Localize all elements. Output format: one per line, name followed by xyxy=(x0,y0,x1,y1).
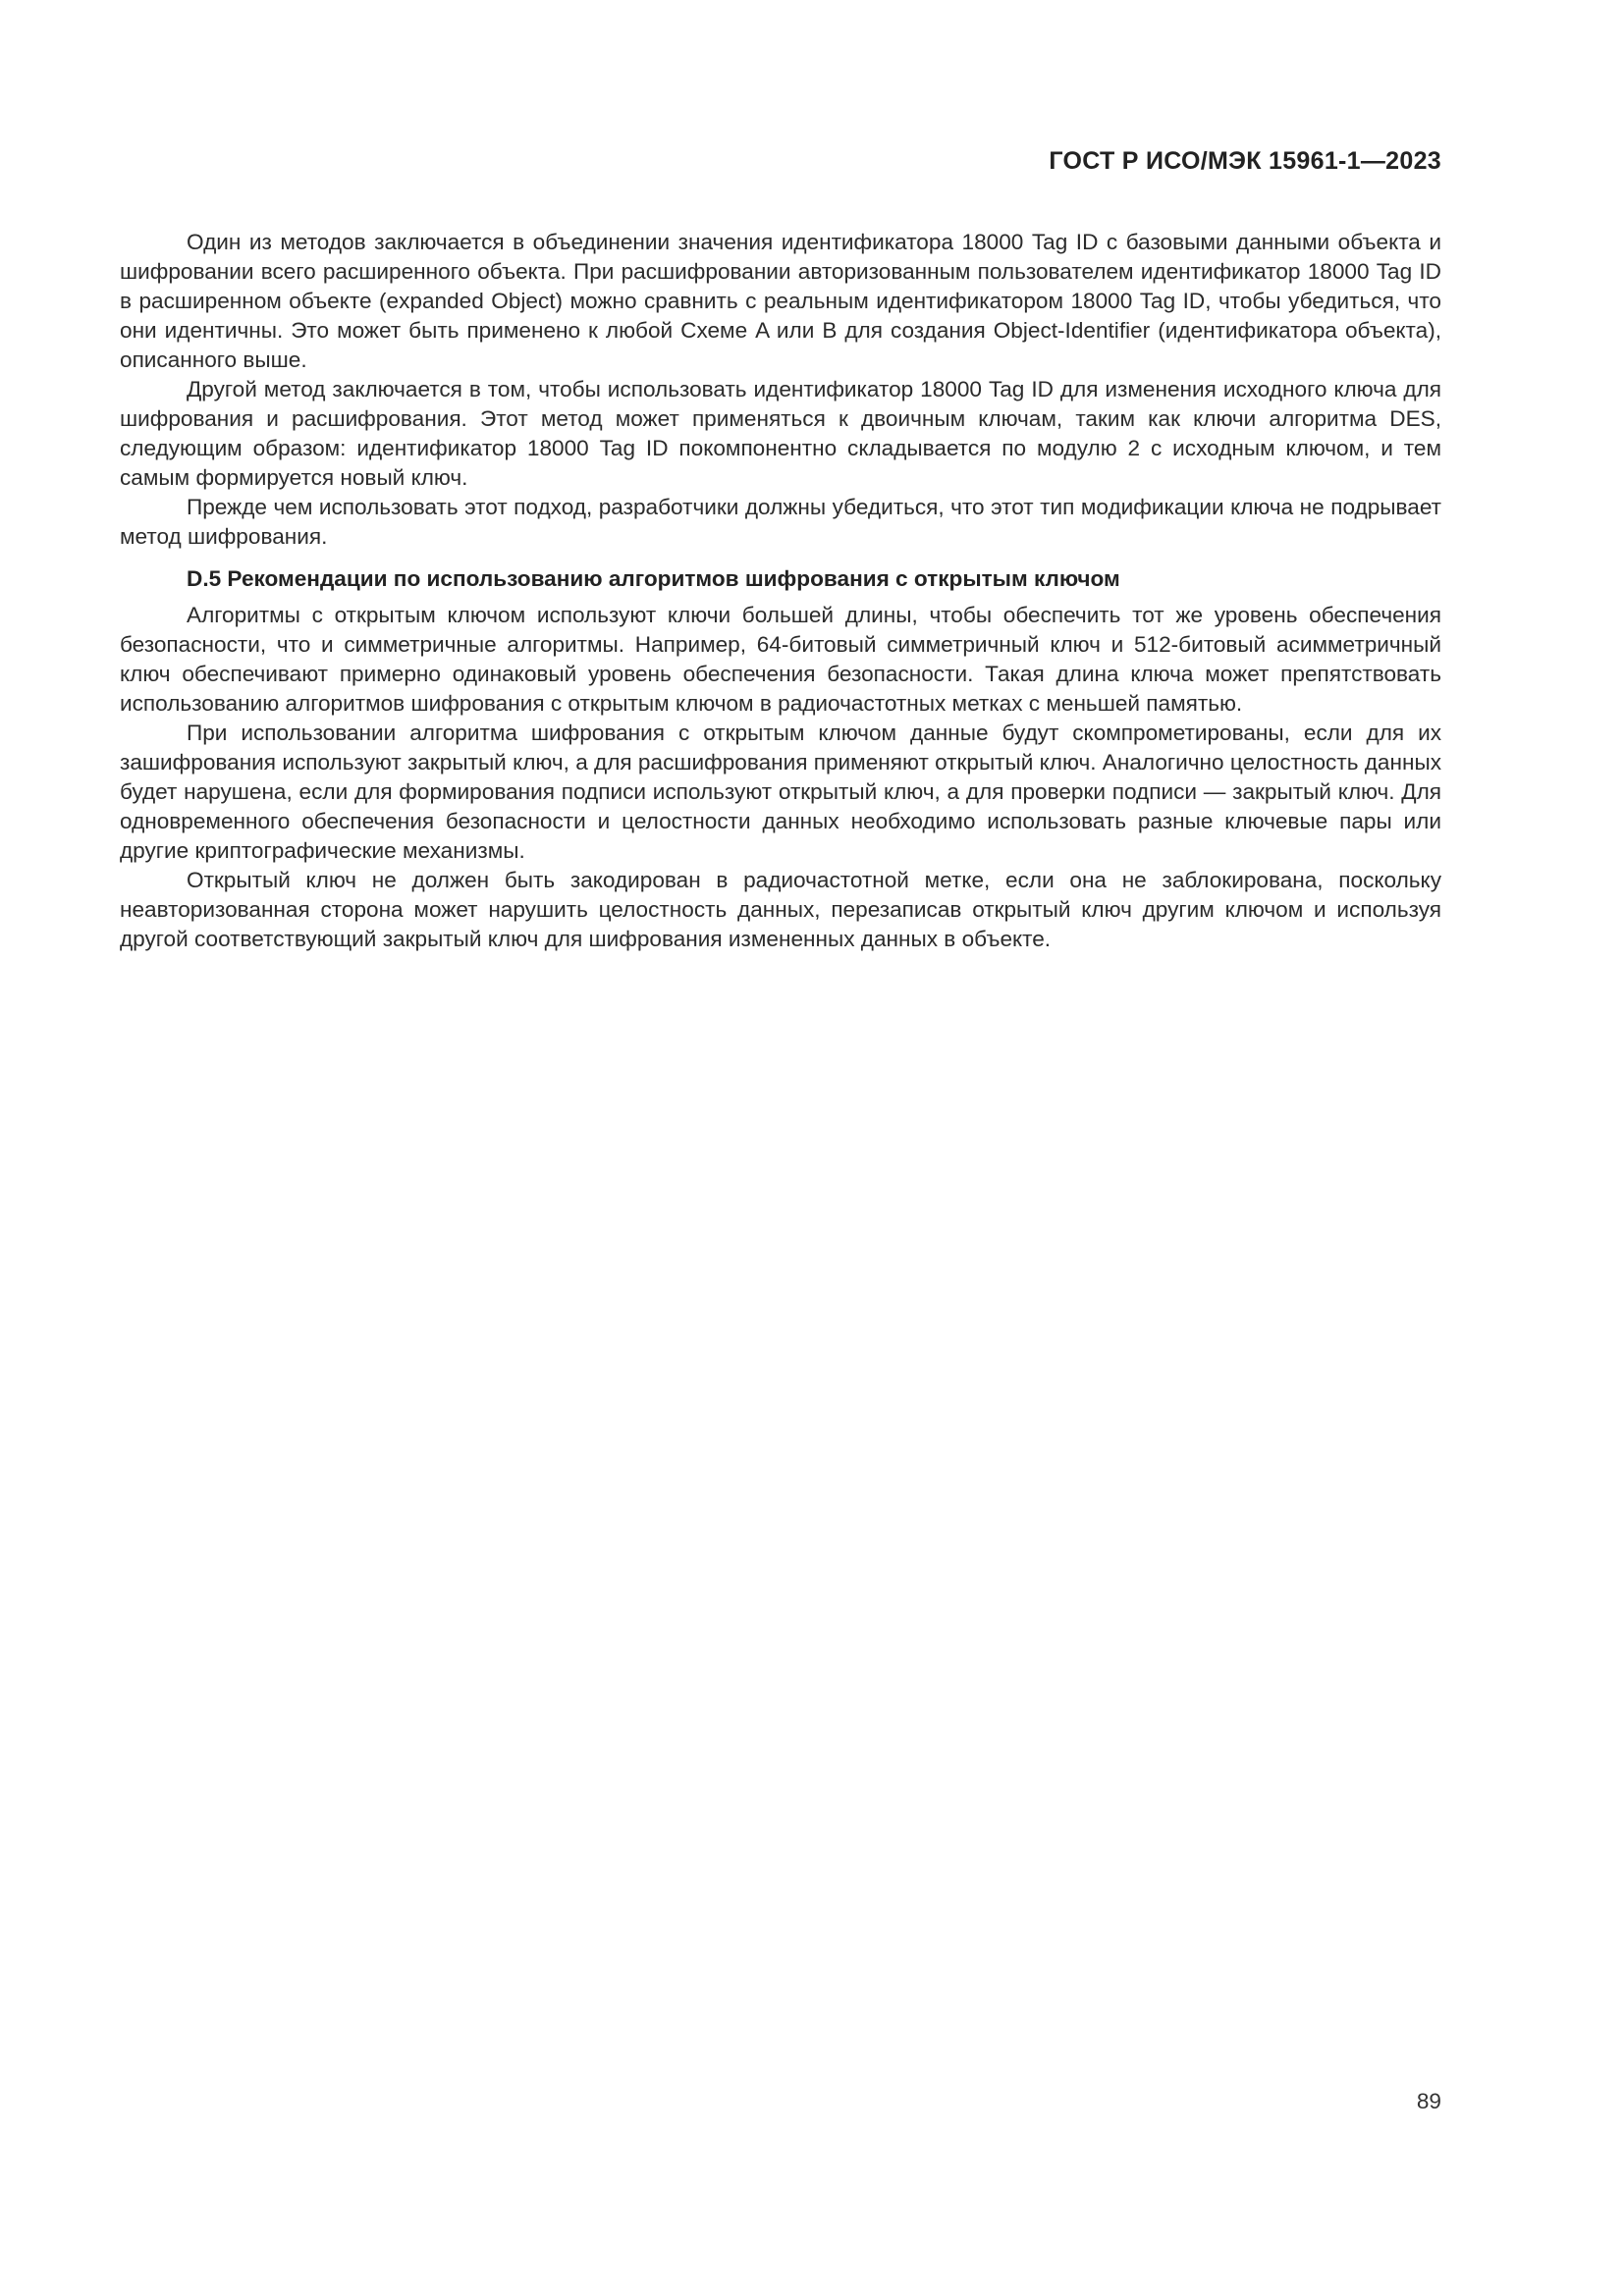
section-heading: D.5 Рекомендации по использованию алгоритмов шифрования с открытым ключом xyxy=(187,566,1120,591)
document-header: ГОСТ Р ИСО/МЭК 15961-1—2023 xyxy=(1049,147,1441,175)
paragraph: Другой метод заключается в том, чтобы использовать идентификатор 18000 Tag ID для изменения исходного ключа для шифрования и расшифрования. Этот метод может применяться к двоичным ключам, таким как ключи алгоритма DES, следующим образом: идентификатор 18000 Tag ID покомпонентно складывается по модулю 2 с исходным ключом, и тем самым формируется новый ключ. xyxy=(120,377,1441,490)
page-number: 89 xyxy=(1416,2089,1441,2113)
document-body xyxy=(120,228,1441,954)
paragraph: Один из методов заключается в объединении значения идентификатора 18000 Tag ID с базовыми данными объекта и шифровании всего расширенного объекта. При расшифровании авторизованным пользователем идентификатор 18000 Tag ID в расширенном объекте (expanded Object) можно сравнить с реальным идентификатором 18000 Tag ID, чтобы убедиться, что они идентичны. Это может быть применено к любой Схеме A или B для создания Object-Identifier (идентификатора объекта), описанного выше. xyxy=(120,230,1441,372)
paragraph: Алгоритмы с открытым ключом используют ключи большей длины, чтобы обеспечить тот же уровень обеспечения безопасности, что и симметричные алгоритмы. Например, 64-битовый симметричный ключ и 512-битовый асимметричный ключ обеспечивают примерно одинаковый уровень обеспечения безопасности. Такая длина ключа может препятствовать использованию алгоритмов шифрования с открытым ключом в радиочастотных метках с меньшей памятью. xyxy=(120,603,1441,716)
paragraph: Прежде чем использовать этот подход, разработчики должны убедиться, что этот тип модификации ключа не подрывает метод шифрования. xyxy=(120,495,1441,549)
paragraph: Открытый ключ не должен быть закодирован в радиочастотной метке, если она не заблокирована, поскольку неавторизованная сторона может нарушить целостность данных, перезаписав открытый ключ другим ключом и используя другой соответствующий закрытый ключ для шифрования измененных данных в объекте. xyxy=(120,868,1441,951)
paragraph: При использовании алгоритма шифрования с открытым ключом данные будут скомпрометированы, если для их зашифрования используют закрытый ключ, а для расшифрования применяют открытый ключ. Аналогично целостность данных будет нарушена, если для формирования подписи используют открытый ключ, а для проверки подписи — закрытый ключ. Для одновременного обеспечения безопасности и целостности данных необходимо использовать разные ключевые пары или другие криптографические механизмы. xyxy=(120,721,1441,863)
